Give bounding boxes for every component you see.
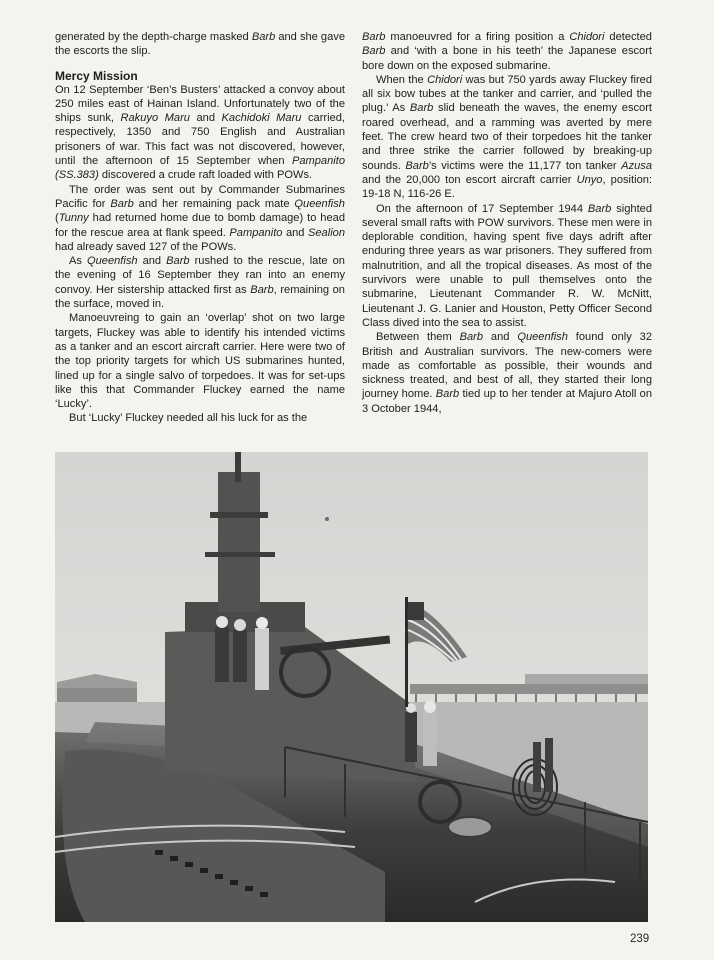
distant-treeline [525,674,648,684]
right-column [362,30,652,416]
text-run: and [483,331,518,344]
text-run: found only 32 British and Australian survivors. The new-comers were made as comfortable as possible, their wounds and sickness treated, and best of all, they started their long journey home. [362,331,653,401]
italic-text: Sealion [307,226,345,239]
text-run: had returned home due to bomb damage) to head for the rescue area at flank speed. [55,212,345,239]
left-column [55,30,345,426]
section-heading: Mercy Mission [55,68,138,83]
italic-text: Tunny [58,212,89,225]
text-run: and ‘with a bone in his teeth’ the Japanese escort bore down on the exposed submarine. [362,45,652,72]
text-run: As [69,255,87,268]
italic-text: Barb [166,255,190,268]
italic-text: Barb [250,283,274,296]
text-run: Between them [376,331,460,344]
paragraph [55,183,345,254]
text-run: and the 20,000 ton escort aircraft carrier [362,173,577,186]
text-run: manoeuvred for a firing position a [385,31,570,43]
text-run: carried, respectively, 1350 and 750 English and Australian prisoners of war. This fact was not discovered, however, until the afternoon of 15 September when [55,112,345,168]
italic-text: Barb [587,202,612,215]
italic-text: Chidori [427,73,463,86]
italic-text: Pampanito [229,226,283,239]
italic-text: Azusa [621,159,653,172]
paragraph [362,202,652,331]
italic-text: Queenfish [294,197,345,210]
text-run: sighted several small rafts with POW survivors. These men were in deplorable condition, having spent five days adrift after enduring three years as war prisoners. They suffered from malnutrition, and all the tropical diseases. As most of the survivors were unable to pull themselves onto the submarine, Lieutenant Commander R. W. McNitt, Lieutenant J. G. Lanier and Houston, Petty Officer Second Class dived into the sea to assist. [362,202,652,329]
text-run: On 12 September ‘Ben’s Busters’ attacked a convoy about 250 miles east of Hainan Island. Unfortunately two of the ships sunk, [55,83,345,125]
italic-text: Barb [409,102,434,115]
paragraph [362,30,652,73]
italic-text: Unyo [576,173,603,186]
text-run: ( [55,212,59,225]
page-number: 239 [630,933,650,945]
italic-text: Barb [251,31,276,43]
text-run: ’s victims were the 11,177 ton tanker [428,159,622,172]
flagpole [405,597,408,707]
italic-text: Barb [405,159,429,172]
italic-text: Barb [362,31,386,43]
italic-text: Barb [459,331,484,344]
text-run: The order was sent out by Commander Submarines Pacific for [55,183,345,210]
paragraph [362,330,652,416]
text-run: and [189,112,222,125]
text-run: slid beneath the waves, the enemy escort roared overhead, and a ramming was averted by mere feet. The crew heard two of their torpedoes hit the tanker and three strike the carrier followed by breaking-up sounds. [362,102,653,172]
text-run: generated by the depth-charge masked [55,31,252,43]
italic-text: Chidori [569,31,605,43]
text-run: was but 750 yards away Fluckey fired all six bow tubes at the tanker and carrier, and ‘pulled the plug.’ As [362,73,652,115]
italic-text: Barb [110,197,134,210]
text-run: had already saved 127 of the POWs. [55,240,237,253]
text-run: , position: 19-18 N, 116-26 E. [362,173,652,201]
text-run: and [282,226,308,239]
submarine-photo [55,452,648,922]
text-run: , remaining on the surface, moved in. [55,283,345,311]
paragraph [362,73,652,202]
italic-text: Rakuyo Maru [120,112,190,125]
distant-pier [410,684,648,694]
text-run: and she gave the escorts the slip. [55,31,345,58]
italic-text: Queenfish [86,255,138,268]
text-run: detected [604,31,652,43]
text-run: When the [376,73,428,86]
periscope-mast [218,472,260,612]
italic-text: Barb [362,45,386,58]
italic-text: Kachidoki Maru [221,112,302,125]
paragraph [55,30,345,59]
text-run: discovered a crude raft loaded with POWs. [98,169,313,182]
text-run: rushed to the rescue, late on the evening of 16 September they ran into an enemy convoy. Her sistership attacked first as [55,255,345,296]
paragraph [55,83,345,183]
text-run: tied up to her tender at Majuro Atoll on 3 October 1944, [362,388,652,415]
italic-text: Pampanito (SS.383) [55,155,345,182]
text-run: and [137,255,167,268]
paragraph [55,411,345,425]
text-run: Manoeuvreing to gain an ‘overlap’ shot on two large targets, Fluckey was able to identify his intended victims as a tanker and an escort aircraft carrier. Here were two of the top priority targets for which US submarines hunted, lined up for a single salvo of torpedoes. It was for set-ups like this that Commander Fluckey earned the name ‘Lucky’. [55,312,345,411]
text-run: and her remaining pack mate [133,197,295,210]
paragraph [55,311,345,411]
submarine-photo-illustration [55,452,648,922]
italic-text: Barb [435,388,460,401]
italic-text: Queenfish [517,331,568,344]
paragraph [55,254,345,311]
text-run: But ‘Lucky’ Fluckey needed all his luck for as the [69,412,308,425]
text-run: On the afternoon of 17 September 1944 [376,202,588,215]
